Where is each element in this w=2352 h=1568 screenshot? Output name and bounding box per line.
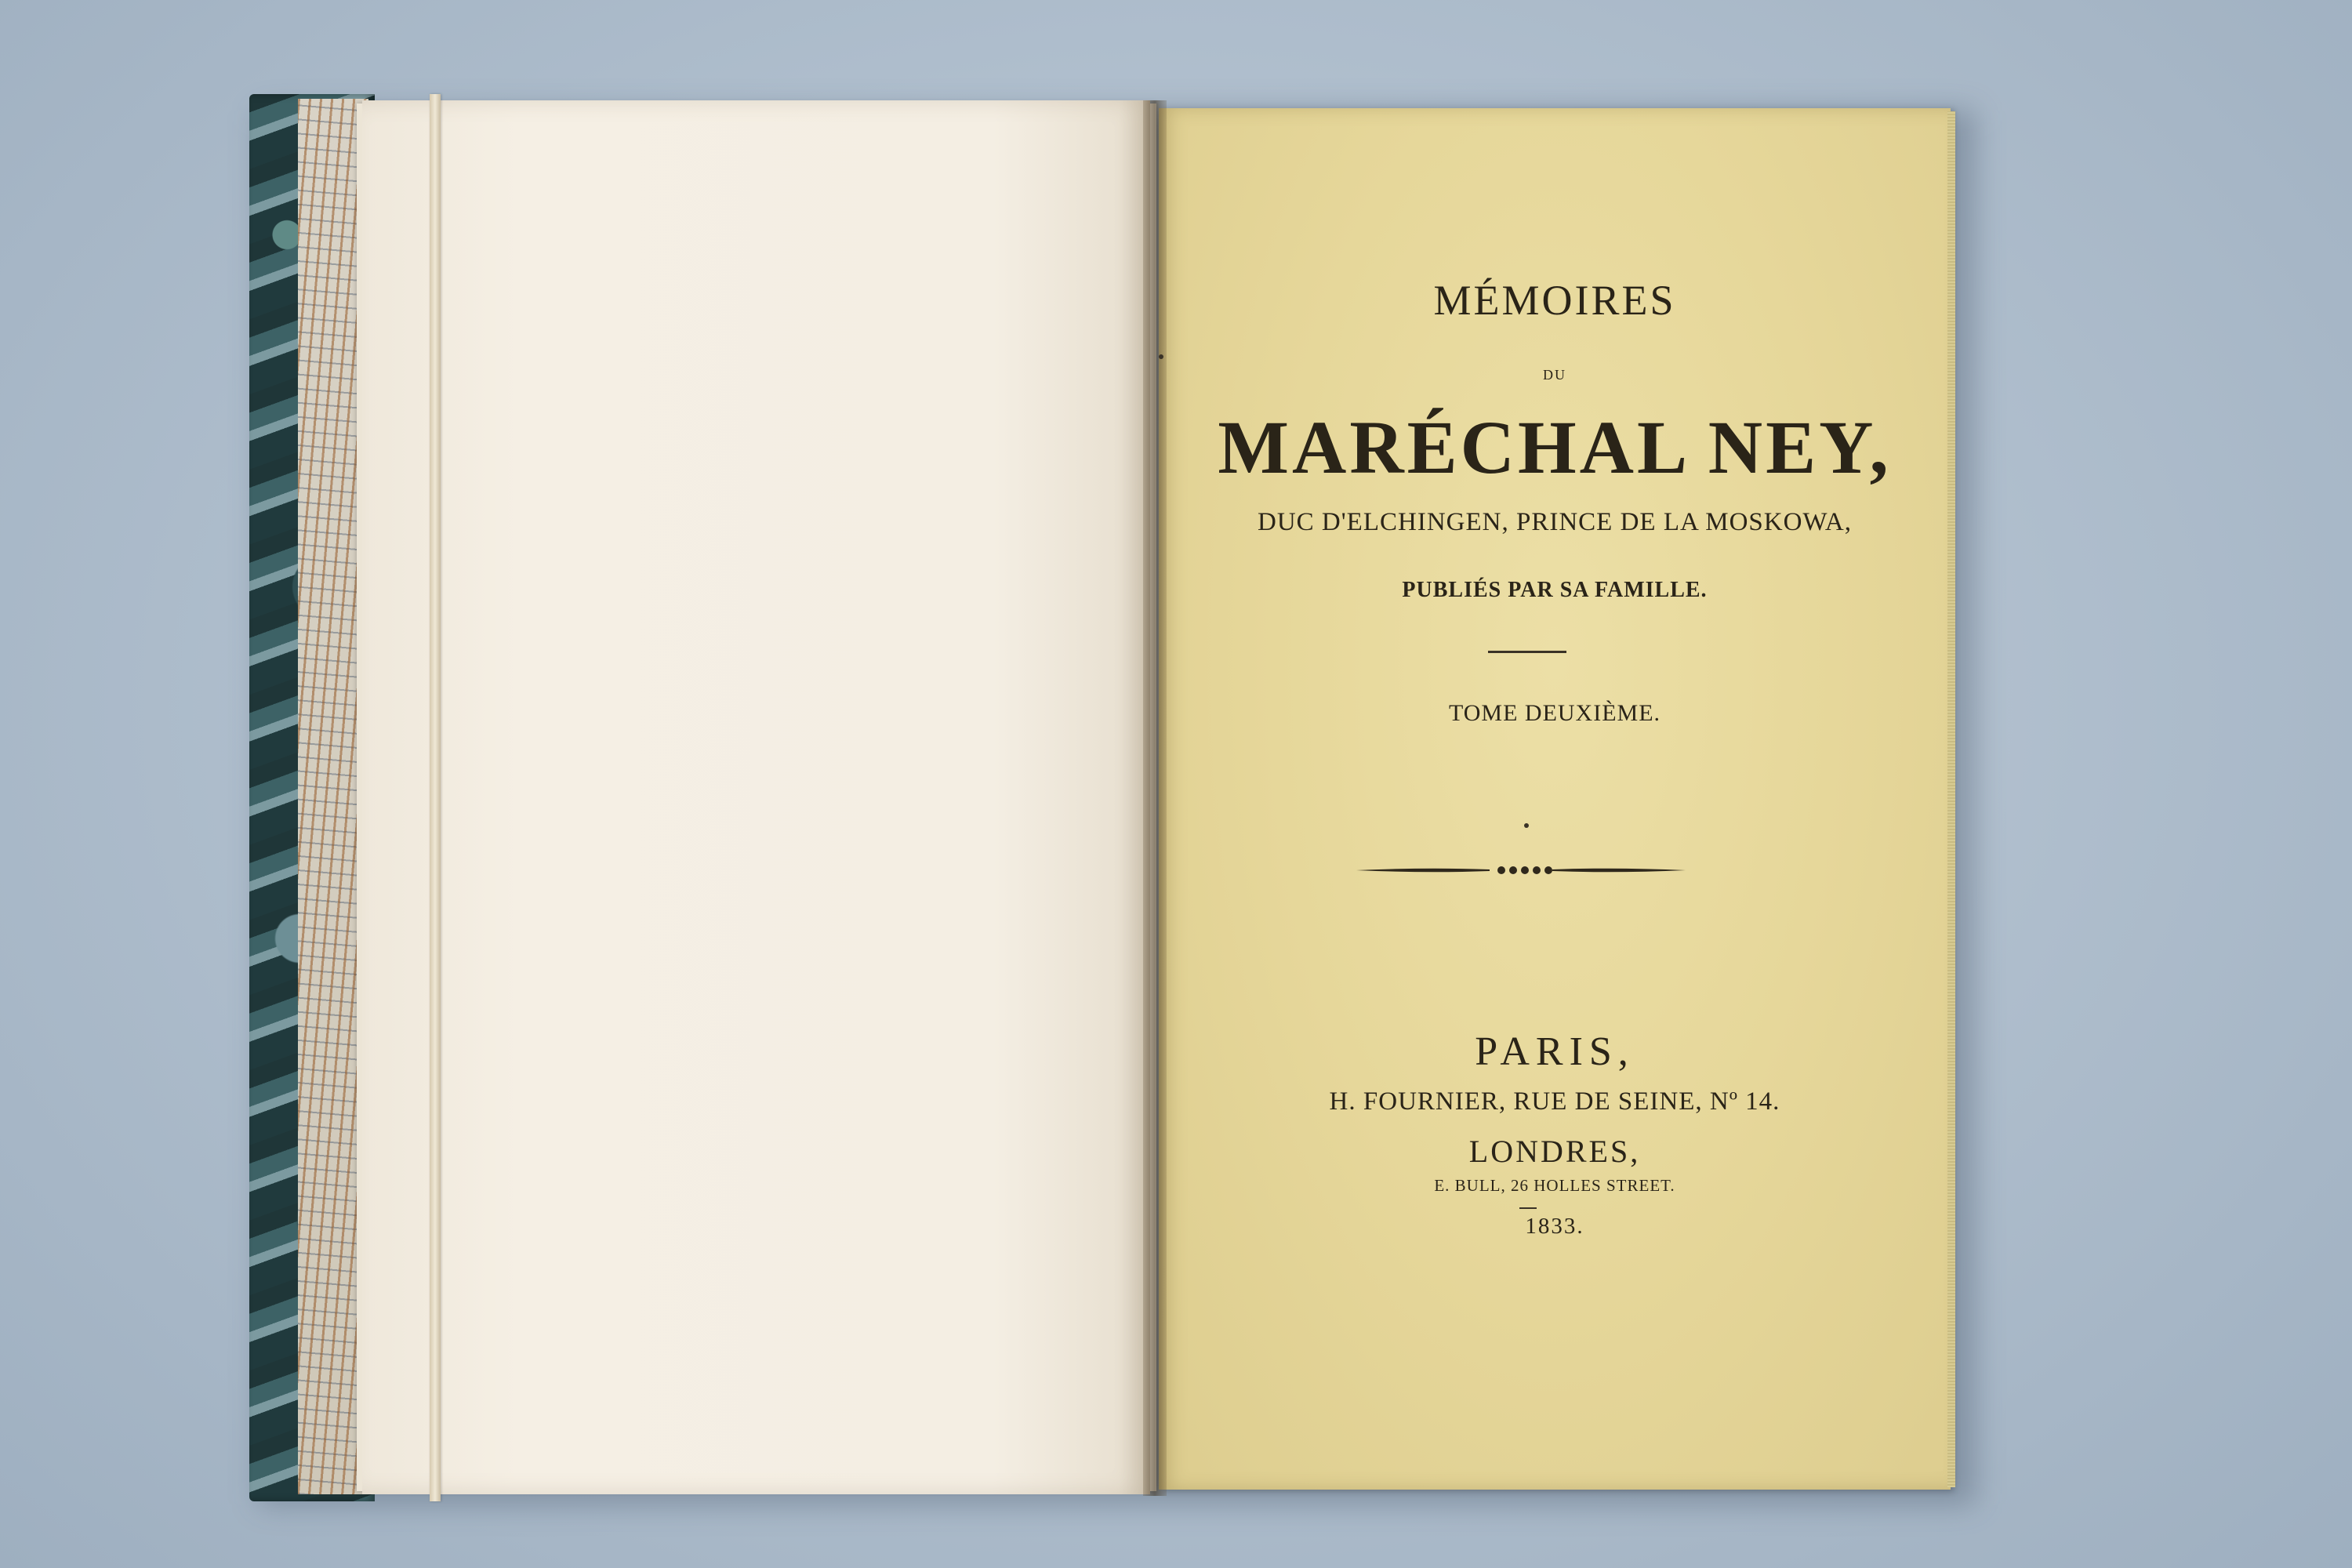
divider-rule	[1488, 651, 1566, 653]
imprint-publisher: H. FOURNIER, RUE DE SEINE, Nº 14.	[1329, 1087, 1780, 1116]
title-marechal-ney: MARÉCHAL NEY,	[1218, 405, 1892, 489]
blank-left-page	[362, 100, 1150, 1494]
paper-band	[430, 94, 441, 1501]
title-memoires: MÉMOIRES	[1433, 277, 1676, 324]
imprint-publisher-2: E. BULL, 26 HOLLES STREET.	[1434, 1176, 1675, 1195]
imprint-city-2: LONDRES,	[1468, 1134, 1641, 1169]
typographic-ornament	[1356, 858, 1686, 882]
ink-speck	[1159, 354, 1163, 359]
subtitle-publies: PUBLIÉS PAR SA FAMILLE.	[1402, 578, 1708, 602]
imprint-city: PARIS,	[1475, 1029, 1635, 1074]
title-du: DU	[1543, 367, 1566, 383]
imprint-year: 1833.	[1525, 1214, 1584, 1239]
subtitle-duc: DUC D'ELCHINGEN, PRINCE DE LA MOSKOWA,	[1257, 508, 1853, 536]
volume-label: TOME DEUXIÈME.	[1448, 700, 1661, 726]
small-divider	[1519, 1207, 1537, 1209]
ink-speck	[1524, 823, 1529, 828]
